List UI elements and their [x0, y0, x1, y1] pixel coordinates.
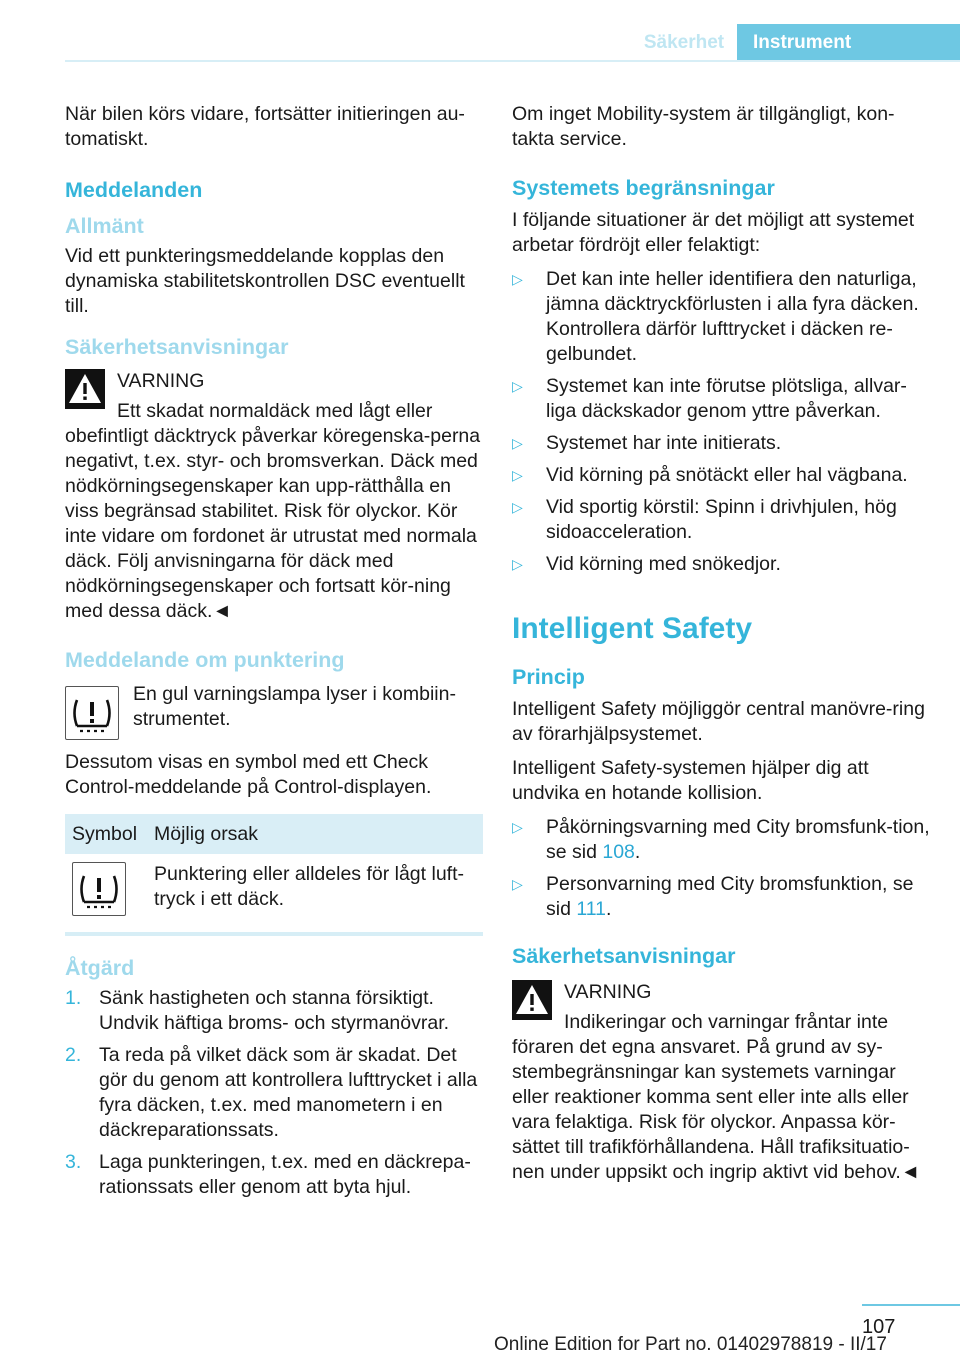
- warning-label: VARNING: [564, 981, 652, 1003]
- list-item-text: Det kan inte heller identifiera den naturliga, jämna däcktryckförlusten i alla fyra däcken. Kontrollera därför lufttrycket i däcken re-gelbundet.: [546, 268, 919, 365]
- heading-intelligent-safety: Intelligent Safety: [512, 612, 753, 645]
- step-number: 2.: [65, 1044, 82, 1066]
- heading-sakerhetsanvisningar-right: Säkerhetsanvisningar: [512, 944, 736, 968]
- table-header-cause: Möjlig orsak: [147, 814, 483, 854]
- right-column: [512, 102, 932, 1194]
- lamp-text: En gul varningslampa lyser i kombiin-strumentet.: [133, 683, 456, 730]
- warning-box: [65, 369, 483, 624]
- limits-intro: I följande situationer är det möjligt att systemet arbetar fördröjt eller felaktigt:: [512, 209, 915, 256]
- list-item: [512, 431, 932, 456]
- features-list: [512, 815, 932, 922]
- warning-box: [512, 980, 932, 1185]
- heading-meddelanden: Meddelanden: [65, 178, 203, 202]
- tire-pressure-warning-icon: [65, 686, 119, 740]
- heading-atgard: Åtgärd: [65, 956, 135, 980]
- table-cell-symbol: [65, 854, 147, 924]
- warning-first-line: Ett skadat normaldäck med lågt eller: [117, 400, 433, 422]
- header-chapter-tab: Instrument: [737, 24, 960, 62]
- table-row: [65, 854, 483, 924]
- step-text: Sänk hastigheten och stanna försiktigt. Undvik häftiga broms- och styrmanövrar.: [99, 987, 450, 1034]
- feature-text: Personvarning med City bromsfunktion, se sid: [546, 873, 914, 920]
- header-rule: [65, 60, 960, 62]
- list-item-text: Vid sportig körstil: Spinn i drivhjulen, hög sidoacceleration.: [546, 496, 897, 543]
- warning-triangle-icon: [65, 369, 105, 409]
- step-text: Laga punkteringen, t.ex. med en däckrepa-rationssats eller genom att byta hjul.: [99, 1151, 471, 1198]
- list-item-text: Vid körning på snötäckt eller hal vägbana.: [546, 464, 908, 486]
- heading-princip: Princip: [512, 665, 585, 689]
- bullet-triangle-icon: ▷: [512, 556, 523, 572]
- symbol-table: [65, 814, 483, 924]
- list-item: [512, 267, 932, 367]
- mobility-text: Om inget Mobility-system är tillgängligt, kon-takta service.: [512, 103, 895, 150]
- list-item: [512, 374, 932, 424]
- heading-begransningar: Systemets begränsningar: [512, 176, 775, 200]
- list-item: [512, 463, 932, 488]
- bullet-triangle-icon: ▷: [512, 435, 523, 451]
- feature-text: Påkörningsvarning med City bromsfunk-tion, se sid: [546, 816, 930, 863]
- left-column: [65, 102, 483, 1207]
- table-cell-cause: Punktering eller alldeles för lågt luft-tryck i ett däck.: [154, 863, 464, 910]
- list-item: [512, 495, 932, 545]
- step-number: 3.: [65, 1151, 82, 1173]
- list-item: [512, 815, 932, 865]
- page-link-111[interactable]: 111: [576, 898, 606, 920]
- bullet-triangle-icon: ▷: [512, 271, 523, 287]
- action-steps-list: [65, 986, 483, 1200]
- intro-text: När bilen körs vidare, fortsätter initieringen au-tomatiskt.: [65, 103, 465, 150]
- page-number: 107: [862, 1316, 896, 1338]
- principle-text-2: Intelligent Safety-systemen hjälper dig att undvika en hotande kollision.: [512, 757, 869, 804]
- check-control-text: Dessutom visas en symbol med ett Check Control-meddelande på Control-displayen.: [65, 751, 432, 798]
- limits-list: [512, 267, 932, 577]
- page-link-108[interactable]: 108: [602, 841, 635, 863]
- tire-pressure-symbol-icon: [72, 862, 126, 916]
- table-header-symbol: Symbol: [65, 814, 147, 854]
- bullet-triangle-icon: ▷: [512, 467, 523, 483]
- list-item: [512, 552, 932, 577]
- table-end-rule: [65, 932, 483, 936]
- bullet-triangle-icon: ▷: [512, 819, 523, 835]
- warning-text: föraren det egna ansvaret. På grund av sy-stembegränsningar kan systemets varningar eller reaktioner komma sent eller inte alls eller vara felaktiga. Risk för olyckor. Anpassa kör-sättet till trafikförhållandena. Håll trafiksituatio-nen under uppsikt och ingrip aktivt vid behov.◄: [512, 1036, 921, 1183]
- footer-rule: [862, 1304, 960, 1306]
- warning-triangle-icon: [512, 980, 552, 1020]
- bullet-triangle-icon: ▷: [512, 378, 523, 394]
- heading-punktering: Meddelande om punktering: [65, 648, 345, 672]
- list-item: [65, 986, 483, 1036]
- list-item: [65, 1150, 483, 1200]
- header-section-label: Säkerhet: [643, 32, 725, 53]
- heading-allmant: Allmänt: [65, 214, 144, 238]
- list-item: [65, 1043, 483, 1143]
- general-text: Vid ett punkteringsmeddelande kopplas den dynamiska stabilitetskontrollen DSC eventuellt till.: [65, 245, 465, 317]
- feature-end: .: [606, 898, 612, 920]
- warning-text: obefintligt däcktryck påverkar köregenska-perna negativt, t.ex. styr- och bromsverkan. Däck med nödkörningsegenskaper kan upp-rätthålla en viss begränsad stabilitet. Risk för olyckor. Kör inte vidare om fordonet är utrustat med normala däck. Följ anvisningarna för däck med nödkörningsegenskaper och fortsatt kör-ning med dessa däck.◄: [65, 425, 481, 622]
- feature-end: .: [634, 841, 641, 863]
- table-header-row: [65, 814, 483, 854]
- list-item: [512, 872, 932, 922]
- warning-first-line: Indikeringar och varningar fråntar inte: [564, 1011, 889, 1033]
- edition-text: Online Edition for Part no. 01402978819 - II/17: [494, 1334, 887, 1355]
- bullet-triangle-icon: ▷: [512, 499, 523, 515]
- principle-text-1: Intelligent Safety möjliggör central manövre-ring av förarhjälpsystemet.: [512, 698, 925, 745]
- warning-label: VARNING: [117, 370, 205, 392]
- list-item-text: Systemet kan inte förutse plötsliga, allvar-liga däckskador genom yttre påverkan.: [546, 375, 907, 422]
- heading-sakerhetsanvisningar: Säkerhetsanvisningar: [65, 335, 289, 359]
- list-item-text: Systemet har inte initierats.: [546, 432, 782, 454]
- step-number: 1.: [65, 987, 82, 1009]
- bullet-triangle-icon: ▷: [512, 876, 523, 892]
- list-item-text: Vid körning med snökedjor.: [546, 553, 781, 575]
- step-text: Ta reda på vilket däck som är skadat. Det gör du genom att kontrollera lufttrycket i alla fyra däcken, t.ex. med manometern i en däckreparationssats.: [99, 1044, 478, 1141]
